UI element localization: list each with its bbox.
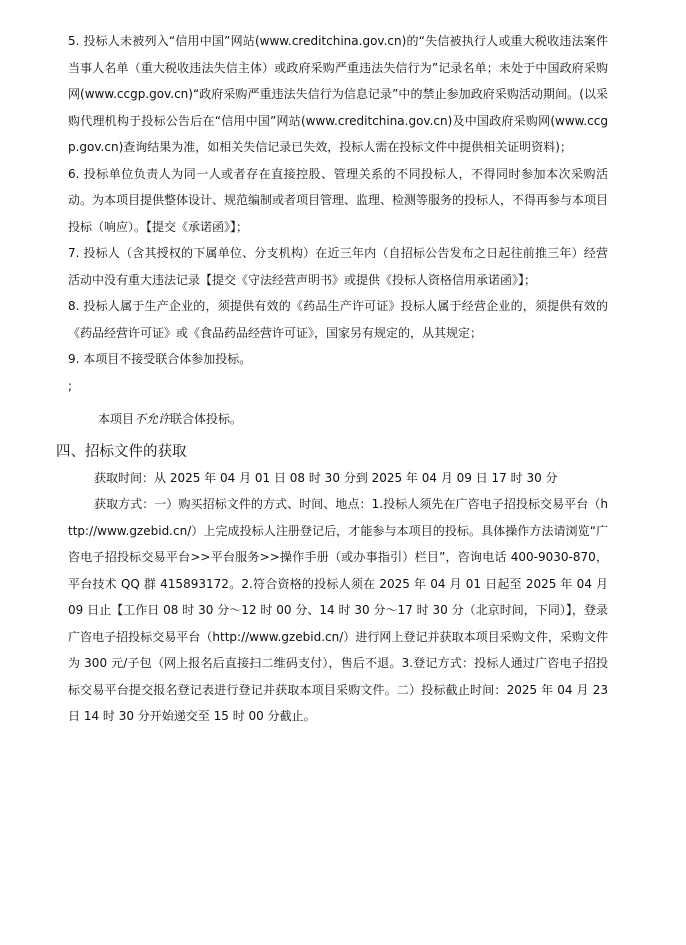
requirement-item-5: 5. 投标人未被列入“信用中国”网站(www.creditchina.gov.cn)的“失信被执行人或重大税收违法案件当事人名单（重大税收违法失信主体）或政府采购严重违法失信行为”记录名单；未处于中国政府采购网(www.ccgp.gov.cn)“政府采购严重违法失信行为信息记录”中的禁止参加政府采购活动期间。(以采购代理机构于投标公告后在“信用中国”网站(www.creditchina.gov.cn)及中国政府采购网(www.ccgp.gov.cn)查询结果为准，如相关失信记录已失效，投标人需在投标文件中提供相关证明资料)； — [68, 34, 608, 154]
requirement-item-9: 9. 本项目不接受联合体参加投标。 — [68, 352, 252, 366]
section-heading: 四、招标文件的获取 — [56, 443, 187, 460]
document-page — [56, 28, 609, 730]
requirement-item-6: 6. 投标单位负责人为同一人或者存在直接控股、管理关系的不同投标人，不得同时参加本次采购活动。为本项目提供整体设计、规范编制或者项目管理、监理、检测等服务的投标人，不得再参与本项目投标（响应）。【提交《承诺函》】； — [68, 166, 609, 234]
requirement-item-8: 8. 投标人属于生产企业的，须提供有效的《药品生产许可证》投标人属于经营企业的，须提供有效的《药品经营许可证》或《食品药品经营许可证》，国家另有规定的，从其规定； — [68, 299, 608, 340]
acquisition-time: 获取时间：从 2025 年 04 月 01 日 08 时 30 分到 2025 年 04 月 09 日 17 时 30 分 — [94, 470, 558, 485]
consortium-note-suffix: 联合体投标。 — [170, 411, 243, 426]
consortium-note — [98, 399, 608, 439]
requirement-item-7: 7. 投标人（含其授权的下属单位、分支机构）在近三年内（自招标公告发布之日起往前推三年）经营活动中没有重大违法记录【提交《守法经营声明书》或提供《投标人资格信用承诺函》】； — [68, 246, 608, 287]
consortium-note-emphasis: 不允许 — [134, 411, 171, 426]
acquisition-method: 获取方式：一）购买招标文件的方式、时间、地点：1.投标人须先在广咨电子招投标交易平台（http://www.gzebid.cn/）上完成投标人注册登记后，才能参与本项目的投标。具体操作方法请浏览“广咨电子招投标交易平台>>平台服务>>操作手册（或办事指引）栏目”，咨询电话 400-9030-870，平台技术 QQ 群 415893172。2.符合资格的投标人须在 2025 年 04 月 01 日起至 2025 年 04 月 09 日止【工作日 08 时 30 分～12 时 00 分、14 时 30 分～17 时 30 分（北京时间，下同）】，登录广咨电子招投标交易平台（http://www.gzebid.cn/）进行网上登记并获取本项目采购文件，采购文件为 300 元/子包（网上报名后直接扫二维码支付），售后不退。3.登记方式：投标人通过广咨电子招投标交易平台提交报名登记表进行登记并获取本项目采购文件。二）投标截止时间：2025 年 04 月 23 日 14 时 30 分开始递交至 15 时 00 分截止。 — [68, 497, 608, 723]
consortium-note-prefix: 本项目 — [98, 411, 135, 426]
separator-mark: ; — [68, 378, 73, 393]
